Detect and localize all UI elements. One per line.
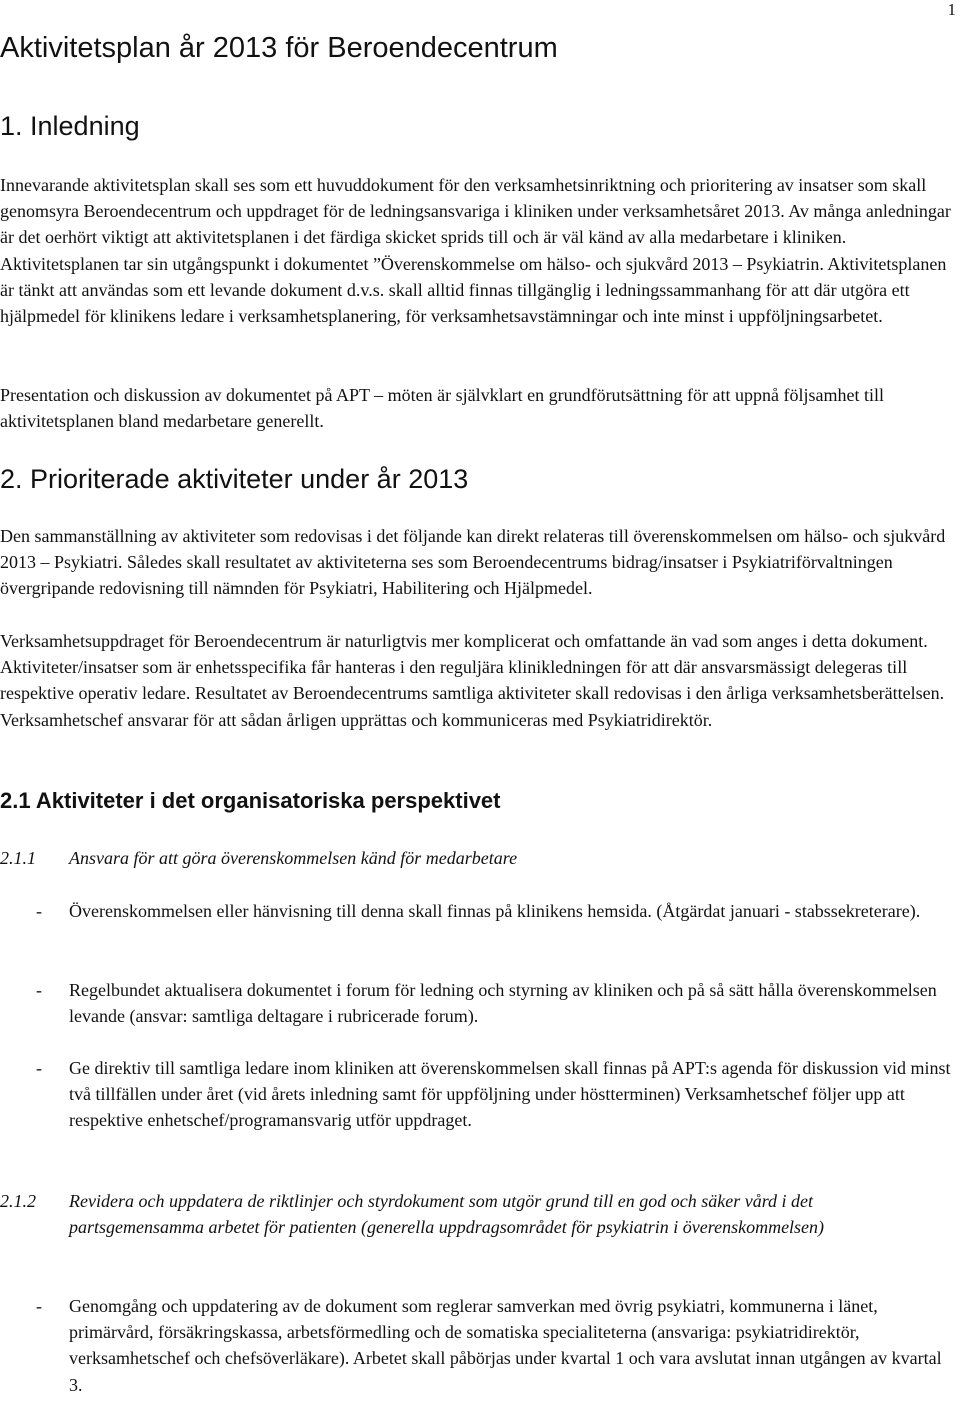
subsection-number: 2.1.1 (0, 848, 36, 868)
bullet-dash: - (36, 980, 42, 1000)
section-2-heading: 2. Prioriterade aktiviteter under år 2013 (0, 464, 469, 494)
subsection-title: Revidera och uppdatera de riktlinjer och styrdokument som utgör grund till en god och säker vård i det partsgemensamma arbetet för patienten (generella uppdragsområdet för psykiatrin i överenskommelsen) (69, 1191, 825, 1238)
list-item-text: Regelbundet aktualisera dokumentet i forum för ledning och styrning av kliniken och på så sätt hålla överenskommelsen levande (ansvar: samtliga deltagare i rubricerade forum). (69, 980, 937, 1027)
subsection-2-1-2 (0, 1188, 952, 1240)
bullet-dash: - (36, 901, 42, 921)
list-item (0, 977, 952, 1029)
section-1-heading: 1. Inledning (0, 111, 140, 141)
section-1-paragraph-1: Innevarande aktivitetsplan skall ses som ett huvuddokument för den verksamhetsinriktning och prioritering av insatser som skall genomsyra Beroendecentrum och uppdraget för de ledningsansvariga i kliniken under verksamhetsåret 2013. Av många anledningar är det oerhört viktigt att aktivitetsplanen i det färdiga skicket sprids till och är väl känd av alla medarbetare i kliniken. Aktivitetsplanen tar sin utgångspunkt i dokumentet ”Överenskommelse om hälso- och sjukvård 2013 – Psykiatrin. Aktivitetsplanen är tänkt att användas som ett levande dokument d.v.s. skall alltid finnas tillgänglig i ledningssammanhang för att där utgöra ett hjälpmedel för klinikens ledare i verksamhetsplanering, för verksamhetsavstämningar och inte minst i uppföljningsarbetet. (0, 175, 951, 327)
list-item (0, 1055, 952, 1134)
section-2-paragraph-2: Verksamhetsuppdraget för Beroendecentrum är naturligtvis mer komplicerat och omfattande än vad som anges i detta dokument. Aktiviteter/insatser som är enhetsspecifika får hanteras i den reguljära klinikledningen för att där ansvarsmässigt delegeras till respektive operativ ledare. Resultatet av Beroendecentrums samtliga aktiviteter skall redovisas i den årliga verksamhetsberättelsen. Verksamhetschef ansvarar för att sådan årligen upprättas och kommuniceras med Psykiatridirektör. (0, 631, 945, 730)
subsection-number: 2.1.2 (0, 1191, 36, 1211)
list-item (0, 898, 952, 924)
document-title: Aktivitetsplan år 2013 för Beroendecentrum (0, 32, 558, 64)
section-2-1-heading: 2.1 Aktiviteter i det organisatoriska perspektivet (0, 788, 501, 813)
subsection-title: Ansvara för att göra överenskommelsen känd för medarbetare (69, 848, 518, 868)
page-number: 1 (947, 0, 956, 19)
section-2-paragraph-1: Den sammanställning av aktiviteter som redovisas i det följande kan direkt relateras till överenskommelsen om hälso- och sjukvård 2013 – Psykiatri. Således skall resultatet av aktiviteterna ses som Beroendecentrums bidrag/insatser i Psykiatriförvaltningen övergripande redovisning till nämnden för Psykiatri, Habilitering och Hjälpmedel. (0, 526, 946, 599)
list-item-text: Ge direktiv till samtliga ledare inom kliniken att överenskommelsen skall finnas på APT:s agenda för diskussion vid minst två tillfällen under året (vid årets inledning samt för uppföljning under höstterminen) Verksamhetschef följer upp att respektive enhetschef/programansvarig utför uppdraget. (69, 1058, 951, 1131)
list-item-text: Överenskommelsen eller hänvisning till denna skall finnas på klinikens hemsida. (Åtgärdat januari - stabssekreterare). (69, 901, 921, 921)
bullet-dash: - (36, 1058, 42, 1078)
list-item-text: Genomgång och uppdatering av de dokument som reglerar samverkan med övrig psykiatri, kommunerna i länet, primärvård, försäkringskassa, arbetsförmedling och de somatiska specialiteterna (ansvariga: psykiatridirektör, verksamhetschef och chefsöverläkare). Arbetet skall påbörjas under kvartal 1 och vara avslutat innan utgången av kvartal 3. (69, 1296, 942, 1395)
section-1-paragraph-2: Presentation och diskussion av dokumentet på APT – möten är självklart en grundförutsättning för att uppnå följsamhet till aktivitetsplanen bland medarbetare generellt. (0, 385, 885, 432)
subsection-2-1-1 (0, 845, 952, 871)
list-item (0, 1293, 952, 1398)
bullet-dash: - (36, 1296, 42, 1316)
